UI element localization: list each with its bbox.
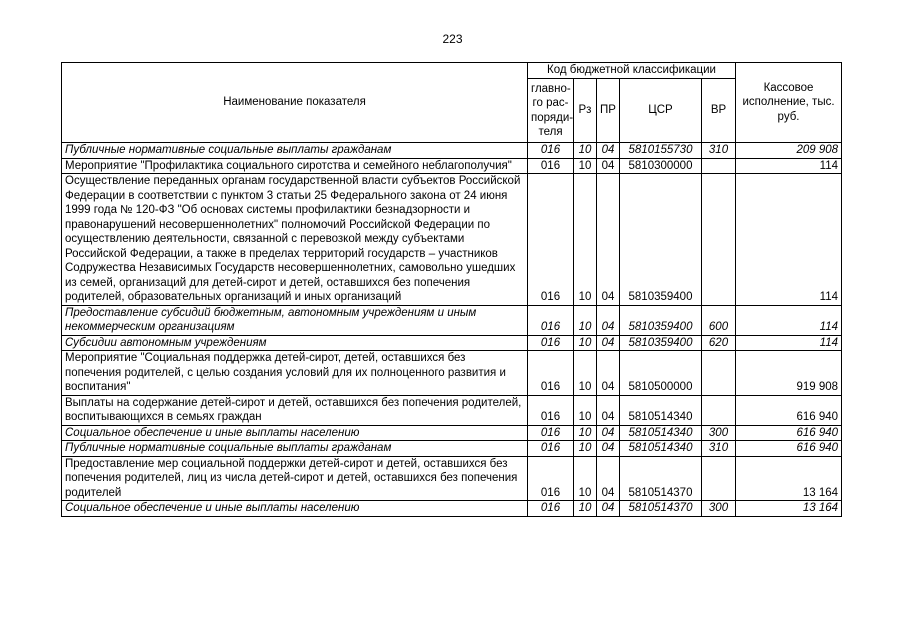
row-pr: 04 <box>597 158 620 174</box>
budget-table <box>61 62 842 517</box>
header-rz: Рз <box>574 79 597 143</box>
page-number: 223 <box>442 32 463 46</box>
table-row <box>62 351 842 396</box>
row-amount: 114 <box>736 158 842 174</box>
row-vr <box>702 456 736 501</box>
table-row <box>62 441 842 457</box>
row-rz: 10 <box>574 425 597 441</box>
table-body <box>62 143 842 517</box>
row-amount: 209 908 <box>736 143 842 159</box>
row-rz: 10 <box>574 501 597 517</box>
row-rz: 10 <box>574 335 597 351</box>
row-amount: 13 164 <box>736 501 842 517</box>
row-vr <box>702 174 736 306</box>
header-csr: ЦСР <box>620 79 702 143</box>
row-name: Мероприятие "Профилактика социального сиротства и семейного неблагополучия" <box>62 158 528 174</box>
header-vr: ВР <box>702 79 736 143</box>
row-csr: 5810359400 <box>620 335 702 351</box>
row-amount: 616 940 <box>736 395 842 425</box>
row-rz: 10 <box>574 441 597 457</box>
row-name: Публичные нормативные социальные выплаты гражданам <box>62 143 528 159</box>
row-amount: 114 <box>736 174 842 306</box>
row-pr: 04 <box>597 456 620 501</box>
row-csr: 5810514370 <box>620 501 702 517</box>
row-main-manager: 016 <box>528 351 574 396</box>
row-main-manager: 016 <box>528 425 574 441</box>
row-vr <box>702 158 736 174</box>
row-vr: 300 <box>702 425 736 441</box>
row-vr <box>702 395 736 425</box>
row-pr: 04 <box>597 501 620 517</box>
row-pr: 04 <box>597 305 620 335</box>
row-pr: 04 <box>597 441 620 457</box>
row-amount: 616 940 <box>736 441 842 457</box>
row-name: Социальное обеспечение и иные выплаты населению <box>62 425 528 441</box>
table-row <box>62 335 842 351</box>
table-row <box>62 425 842 441</box>
row-rz: 10 <box>574 305 597 335</box>
table-row <box>62 143 842 159</box>
row-pr: 04 <box>597 335 620 351</box>
table-row <box>62 456 842 501</box>
row-amount: 114 <box>736 305 842 335</box>
row-main-manager: 016 <box>528 441 574 457</box>
row-csr: 5810514370 <box>620 456 702 501</box>
row-rz: 10 <box>574 351 597 396</box>
row-name: Публичные нормативные социальные выплаты гражданам <box>62 441 528 457</box>
row-name: Выплаты на содержание детей-сирот и детей, оставшихся без попечения родителей, воспитывающихся в семьях граждан <box>62 395 528 425</box>
row-amount: 616 940 <box>736 425 842 441</box>
header-main-manager: главно-го рас-поряди-теля <box>528 79 574 143</box>
header-pr: ПР <box>597 79 620 143</box>
row-main-manager: 016 <box>528 158 574 174</box>
header-name: Наименование показателя <box>62 63 528 143</box>
row-main-manager: 016 <box>528 174 574 306</box>
row-csr: 5810514340 <box>620 425 702 441</box>
table-row <box>62 174 842 306</box>
row-vr: 600 <box>702 305 736 335</box>
row-pr: 04 <box>597 174 620 306</box>
row-name: Предоставление субсидий бюджетным, автономным учреждениям и иным некоммерческим организациям <box>62 305 528 335</box>
row-amount: 13 164 <box>736 456 842 501</box>
row-rz: 10 <box>574 174 597 306</box>
row-main-manager: 016 <box>528 395 574 425</box>
row-vr: 310 <box>702 441 736 457</box>
row-rz: 10 <box>574 395 597 425</box>
row-vr: 310 <box>702 143 736 159</box>
header-classification-code: Код бюджетной классификации <box>528 63 736 79</box>
table-row <box>62 501 842 517</box>
row-csr: 5810500000 <box>620 351 702 396</box>
row-rz: 10 <box>574 456 597 501</box>
row-main-manager: 016 <box>528 305 574 335</box>
row-csr: 5810359400 <box>620 305 702 335</box>
row-csr: 5810359400 <box>620 174 702 306</box>
row-pr: 04 <box>597 351 620 396</box>
row-rz: 10 <box>574 158 597 174</box>
row-csr: 5810155730 <box>620 143 702 159</box>
table-row <box>62 395 842 425</box>
row-main-manager: 016 <box>528 143 574 159</box>
row-csr: 5810300000 <box>620 158 702 174</box>
row-csr: 5810514340 <box>620 441 702 457</box>
row-pr: 04 <box>597 143 620 159</box>
row-main-manager: 016 <box>528 335 574 351</box>
row-main-manager: 016 <box>528 501 574 517</box>
row-pr: 04 <box>597 425 620 441</box>
row-vr: 300 <box>702 501 736 517</box>
header-amount: Кассовое исполнение, тыс. руб. <box>736 63 842 143</box>
row-rz: 10 <box>574 143 597 159</box>
row-main-manager: 016 <box>528 456 574 501</box>
row-name: Осуществление переданных органам государственной власти субъектов Российской Федерации в соответствии с пунктом 3 статьи 25 Федерального закона от 24 июня 1999 года № 120-ФЗ "Об основах системы профилактики безнадзорности и правонарушений несовершеннолетних" полномочий Российской Федерации по осуществлению деятельности, связанной с перевозкой между субъектами Российской Федерации, а также в пределах территорий государств – участников Содружества Независимых Государств несовершеннолетних, самовольно ушедших из семей, организаций для детей-сирот и детей, оставшихся без попечения родителей, образовательных организаций и иных организаций <box>62 174 528 306</box>
row-name: Мероприятие "Социальная поддержка детей-сирот, детей, оставшихся без попечения родителей, с целью создания условий для их полноценного развития и воспитания" <box>62 351 528 396</box>
table-row <box>62 305 842 335</box>
row-csr: 5810514340 <box>620 395 702 425</box>
row-amount: 114 <box>736 335 842 351</box>
row-name: Социальное обеспечение и иные выплаты населению <box>62 501 528 517</box>
row-pr: 04 <box>597 395 620 425</box>
row-vr <box>702 351 736 396</box>
row-vr: 620 <box>702 335 736 351</box>
row-name: Предоставление мер социальной поддержки детей-сирот и детей, оставшихся без попечения родителей, лиц из числа детей-сирот и детей, оставшихся без попечения родителей <box>62 456 528 501</box>
row-amount: 919 908 <box>736 351 842 396</box>
row-name: Субсидии автономным учреждениям <box>62 335 528 351</box>
table-row <box>62 158 842 174</box>
